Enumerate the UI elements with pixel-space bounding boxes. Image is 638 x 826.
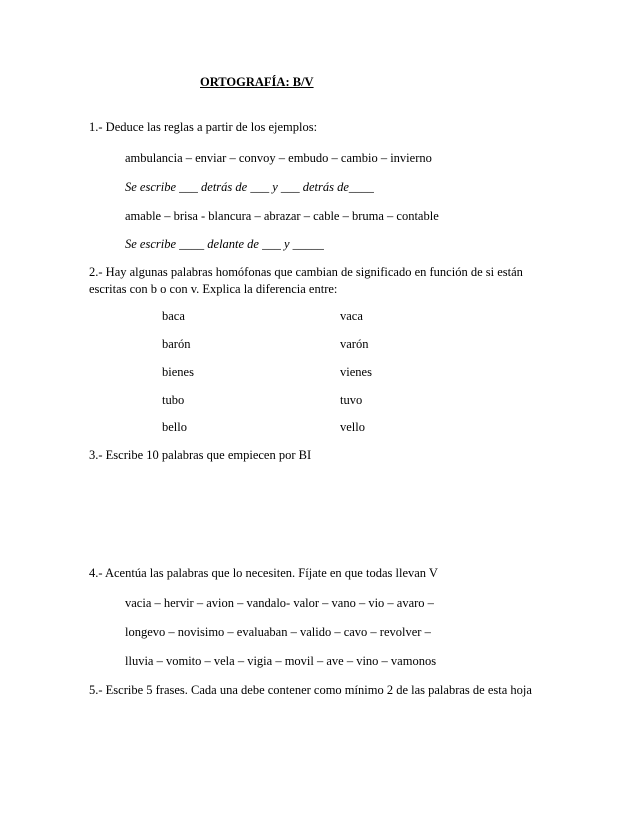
question-1-prompt: 1.- Deduce las reglas a partir de los ejemplos:	[89, 120, 318, 134]
pair-5-b-word: bello	[162, 420, 187, 434]
question-4-words-line-2: longevo – novisimo – evaluaban – valido – cavo – revolver –	[125, 625, 431, 639]
pair-3-b-word: bienes	[162, 365, 194, 379]
pair-3-v-word: vienes	[340, 365, 372, 379]
page-title: ORTOGRAFÍA: B/V	[200, 75, 314, 89]
question-1-rule-a: Se escribe ___ detrás de ___ y ___ detrás de____	[125, 180, 374, 194]
question-5-prompt: 5.- Escribe 5 frases. Cada una debe contener como mínimo 2 de las palabras de esta hoja	[89, 683, 532, 697]
pair-1-v-word: vaca	[340, 309, 363, 323]
question-4-words-line-3: lluvia – vomito – vela – vigia – movil – ave – vino – vamonos	[125, 654, 437, 668]
pair-5-v-word: vello	[340, 420, 365, 434]
question-3-prompt: 3.- Escribe 10 palabras que empiecen por BI	[89, 448, 312, 462]
pair-1-b-word: baca	[162, 309, 185, 323]
pair-2-b-word: barón	[162, 337, 191, 351]
question-2-prompt-line-1: 2.- Hay algunas palabras homófonas que cambian de significado en función de si están	[89, 265, 523, 279]
question-4-words-line-1: vacia – hervir – avion – vandalo- valor – vano – vio – avaro –	[125, 596, 434, 610]
question-1-examples-b: amable – brisa - blancura – abrazar – cable – bruma – contable	[125, 209, 439, 223]
question-4-prompt: 4.- Acentúa las palabras que lo necesiten. Fíjate en que todas llevan V	[89, 566, 438, 580]
pair-2-v-word: varón	[340, 337, 369, 351]
question-1-rule-b: Se escribe ____ delante de ___ y _____	[125, 237, 324, 251]
question-1-examples-a: ambulancia – enviar – convoy – embudo – cambio – invierno	[125, 151, 432, 165]
pair-4-b-word: tubo	[162, 393, 185, 407]
question-2-prompt-line-2: escritas con b o con v. Explica la diferencia entre:	[89, 282, 338, 296]
pair-4-v-word: tuvo	[340, 393, 363, 407]
